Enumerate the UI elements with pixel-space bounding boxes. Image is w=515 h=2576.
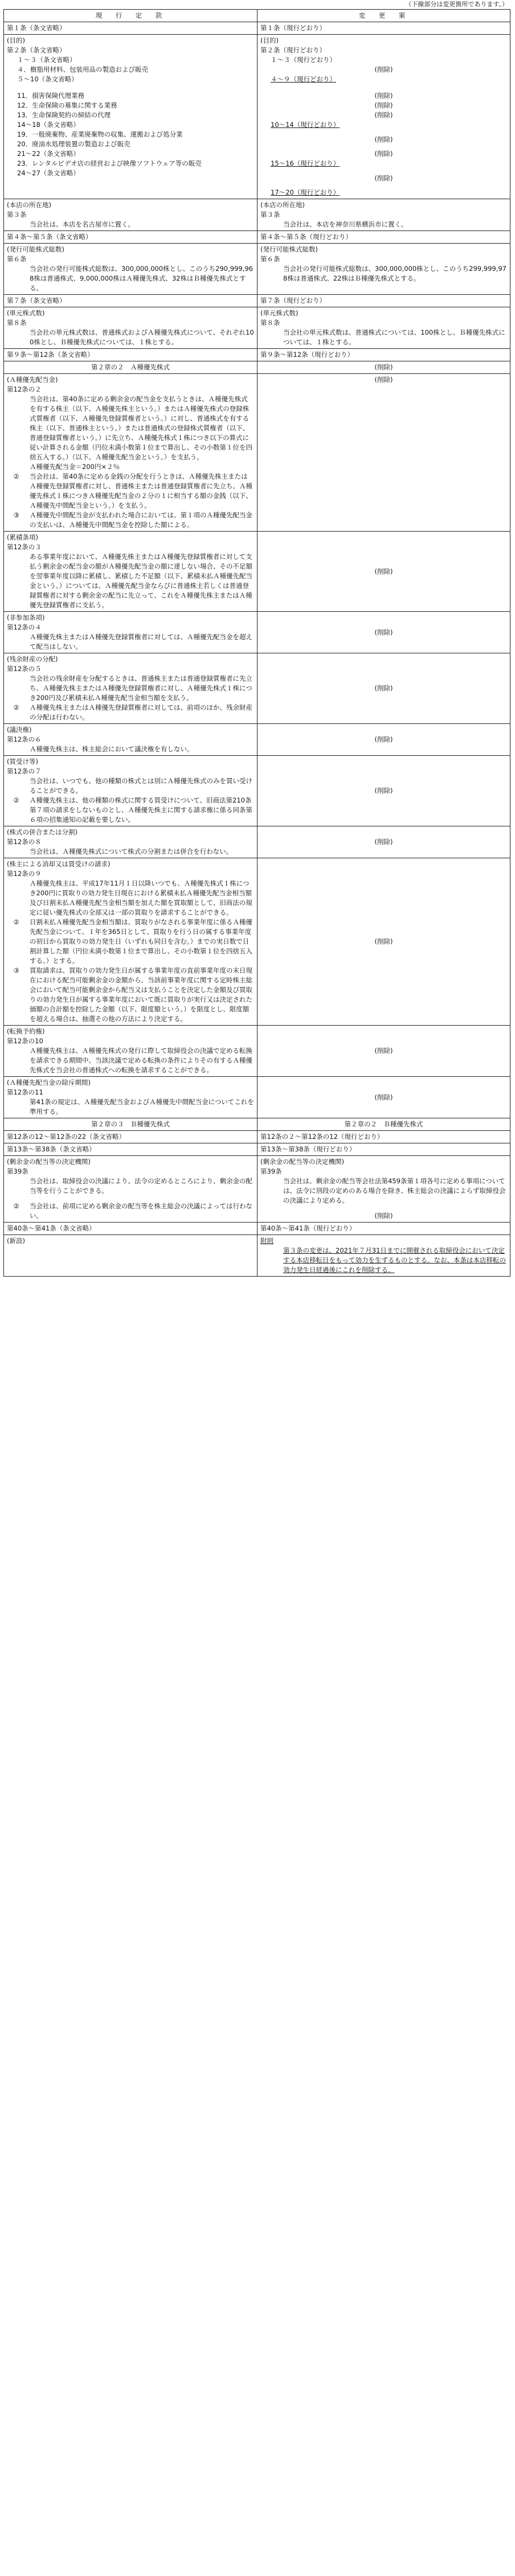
row-authorized-shares-proposed: (発行可能株式総数) 第６条 当会社の発行可能株式総数は、300,000,000株とし、このうち299,999,978株は普通株式、22株はＢ種優先株式とする。 <box>258 244 510 295</box>
row-article4-5-proposed: 第４条～第５条（現行どおり） <box>258 231 510 244</box>
row-purchase-proposed: (削除) <box>258 756 510 826</box>
row-chapter-a-proposed: (削除) <box>258 361 510 374</box>
row-a-dividend-proposed: (削除) <box>258 374 510 532</box>
row-b-articles-current: 第12条の12～第12条の22（条文省略） <box>4 1131 258 1143</box>
row-article9-12-proposed: 第９条～第12条（現行どおり） <box>258 349 510 361</box>
row-chapter-b-proposed: 第２章の２ Ｂ種優先株式 <box>258 1118 510 1131</box>
row-redemption-proposed: (削除) <box>258 858 510 1026</box>
row-b-articles-proposed: 第12条の２～第12条の12（現行どおり） <box>258 1131 510 1143</box>
articles-comparison-table <box>3 9 510 1277</box>
row-non-participating-current: (非参加条項) 第12条の４ Ａ種優先株主またはＡ種優先登録質権者に対しては、Ａ種優先配当金を超えて配当はしない。 <box>4 612 258 653</box>
row-redemption-current: (株主による消却又は買受けの請求) 第12条の９ Ａ種優先株主は、平成17年11月１日以降いつでも、Ａ種優先株式１株につき200円に買取りの効力発生日現在における累積未払Ａ種優先配当金相当額及び日割未払Ａ種優先配当金相当額を加えた額を買取額として、旧商法の規定に従い優先株式の全部又は一部の買取りを請求することができる。 ② 日割未払Ａ種優先配当金相当額は、買取りがなされる事業年度に係るＡ種優先配当金について、１年を365日として、買取りを行う日の属する事業年度の初日から買取りの効力発生日（いずれも同日を含む。）までの実日数で日割計算した額（円位未満小数第１位まで算出し、その小数第１位を四捨五入する。）とする。 ③ 買取請求は、買取りの効力発生日が属する事業年度の直前事業年度の末日現在における配当可能剰余金の金額から、当該前事業年度に関する定時株主総会において配当可能剰余金から配当又は支払うことを決定した金額及び買取りの効力発生日が属する事業年度において既に買取りが実行又は決定された価額の合計額を控除した金額（以下、限度額という。）を限度とし、限度額を超える場合は、抽選その他の方法により決定する。 <box>4 858 258 1026</box>
row-chapter-b-current: 第２章の３ Ｂ種優先株式 <box>4 1118 258 1131</box>
row-article13-38-proposed: 第13条～第38条（現行どおり） <box>258 1143 510 1156</box>
header-current: 現 行 定 款 <box>4 10 258 22</box>
row-article1-proposed: 第１条（現行どおり） <box>258 22 510 35</box>
row-dividend-decision-current: (剰余金の配当等の決定機関) 第39条 当会社は、取締役会の決議により、法令の定めるところにより、剰余金の配当等を行うことができる。 ② 当会社は、前項に定める剰余金の配当等を株主総会の決議によっては行わない。 <box>4 1156 258 1223</box>
row-head-office-current: (本店の所在地) 第３条 当会社は、本店を名古屋市に置く。 <box>4 199 258 231</box>
row-exclusion-proposed: (削除) <box>258 1077 510 1118</box>
row-residual-current: (残余財産の分配) 第12条の５ 当会社の残余財産を分配するときは、普通株主または普通登録質権者に先立ち、Ａ種優先株主またはＡ種優先登録質権者に対し、Ａ種優先株式１株につき200円及び累積未払Ａ種優先配当金相当額を支払う。 ② Ａ種優先株主またはＡ種優先登録質権者に対しては、前項のほか、残余財産の分配は行わない。 <box>4 653 258 724</box>
row-article40-41-proposed: 第40条～第41条（現行どおり） <box>258 1223 510 1235</box>
row-purpose-proposed: (目的) 第２条（現行どおり） １～３（現行どおり） (削除) ４～９（現行どおり） (削除) (削除) (削除) 10～14（現行どおり） (削除) (削除) 15～16（現行どおり） (削除) 17～20（現行どおり） <box>258 35 510 199</box>
change-note: （下線部分は変更箇所であります。） <box>405 1 508 8</box>
row-cumulative-current: (累積条項) 第12条の３ ある事業年度において、Ａ種優先株主またはＡ種優先登録質権者に対して支払う剰余金の配当金の額がＡ種優先配当金の額に達しない場合、その不足額を翌事業年度以降に累積し、累積した不足額（以下、累積未払Ａ種優先配当金という。）については、Ａ種優先配当金ならびに普通株主若しくは普通登録質権者に対する剰余金の配当に先立って、これをＡ種優先株主またはＡ種優先登録質権者に支払う。 <box>4 532 258 612</box>
row-voting-proposed: (削除) <box>258 724 510 756</box>
row-purpose-current: (目的) 第２条（条文省略） １～３（条文省略） ４．樹脂用材料、包装用品の製造および販売 ５～10（条文省略） 11．損害保険代理業務 12．生命保険の募集に関する業務 13．生命保険契約の締結の代理 14～18（条文省略） 19．一般廃棄物、産業廃棄物の収集、運搬および処分業 20．廃油水処理装置の製造および販売 21～22（条文省略） 23．レンタルビデオ店の経営および映像ソフトウェア等の販売 24～27（条文省略） <box>4 35 258 199</box>
header-proposed: 変 更 案 <box>258 10 510 22</box>
row-cumulative-proposed: (削除) <box>258 532 510 612</box>
row-non-participating-proposed: (削除) <box>258 612 510 653</box>
row-new-current: (新設) <box>4 1235 258 1277</box>
row-authorized-shares-current: (発行可能株式総数) 第６条 当会社の発行可能株式総数は、300,000,000株とし、このうち290,999,968株は普通株式、9,000,000株はＡ種優先株式、32株はＢ種優先株式とする。 <box>4 244 258 295</box>
row-unit-shares-current: (単元株式数) 第８条 当会社の単元株式数は、普通株式およびＡ種優先株式について、それぞれ100株とし、Ｂ種優先株式については、１株とする。 <box>4 307 258 349</box>
row-article1-current: 第１条（条文省略） <box>4 22 258 35</box>
row-unit-shares-proposed: (単元株式数) 第８条 当会社の単元株式数は、普通株式については、100株とし、Ｂ種優先株式については、１株とする。 <box>258 307 510 349</box>
row-conversion-current: (転換予約権) 第12条の10 Ａ種優先株主は、Ａ種優先株式の発行に際して取締役会の決議で定める転換を請求できる期間中、当該決議で定める転換の条件によりその有するＡ種優先株式を当会社の普通株式への転換を請求することができる。 <box>4 1026 258 1077</box>
row-article13-38-current: 第13条～第38条（条文省略） <box>4 1143 258 1156</box>
row-split-proposed: (削除) <box>258 826 510 858</box>
row-voting-current: (議決権) 第12条の６ Ａ種優先株主は、株主総会において議決権を有しない。 <box>4 724 258 756</box>
row-split-current: (株式の併合または分割) 第12条の８ 当会社は、Ａ種優先株式について株式の分割または併合を行わない。 <box>4 826 258 858</box>
row-article40-41-current: 第40条～第41条（条文省略） <box>4 1223 258 1235</box>
row-a-dividend-current: (Ａ種優先配当金) 第12条の２ 当会社は、第40条に定める剰余金の配当金を支払うときは、Ａ種優先株式を有する株主（以下、Ａ種優先株主という。）またはＡ種優先株式の登録株式質権者（以下、Ａ種優先登録質権者という。）に対し、普通株式を有する株主（以下、普通株主という。）または普通株式の登録株式質権者（以下、普通登録質権者という。）に先立ち、Ａ種優先株式１株につき以下の算式に従い計算される金額（円位未満小数第１位まで算出し、その小数第１位を四捨五入する。）（以下、Ａ種優先配当金という。）を支払う。 Ａ種優先配当金＝200円×２％ ② 当会社は、第40条に定める金銭の分配を行うときは、Ａ種優先株主またはＡ種優先登録質権者に対し、普通株主または普通登録質権者に先立ち、Ａ種優先株式１株につきＡ種優先配当金の２分の１に相当する額の金銭（以下、Ａ種優先中間配当金という。）を支払う。 ③ Ａ種優先中間配当金が支払われた場合においては、第１項のＡ種優先配当金の支払いは、Ａ種優先中間配当金を控除した額による。 <box>4 374 258 532</box>
row-residual-proposed: (削除) <box>258 653 510 724</box>
row-article4-5-current: 第４条～第５条（条文省略） <box>4 231 258 244</box>
row-article7-current: 第７条（条文省略） <box>4 295 258 307</box>
row-article7-proposed: 第７条（現行どおり） <box>258 295 510 307</box>
row-head-office-proposed: (本店の所在地) 第３条 当会社は、本店を神奈川県横浜市に置く。 <box>258 199 510 231</box>
row-article9-12-current: 第９条～第12条（条文省略） <box>4 349 258 361</box>
row-supplementary-proposed: 附則 第３条の変更は、2021年７月31日までに開催される取締役会において決定する本店移転日をもって効力を生ずるものとする。なお、本条は本店移転の効力発生日経過後にこれを削除する。 <box>258 1235 510 1277</box>
row-chapter-a-current: 第２章の２ Ａ種優先株式 <box>4 361 258 374</box>
row-exclusion-current: (Ａ種優先配当金の除斥期間) 第12条の11 第41条の規定は、Ａ種優先配当金およびＡ種優先中間配当金についてこれを準用する。 <box>4 1077 258 1118</box>
row-dividend-decision-proposed: (剰余金の配当等の決定機関) 第39条 当会社は、剰余金の配当等会社法第459条第１項各号に定める事項については、法令に別段の定めのある場合を除き、株主総会の決議によらず取締役会の決議により定める。 (削除) <box>258 1156 510 1223</box>
row-purchase-current: (買受け等) 第12条の７ 当会社は、いつでも、他の種類の株式とは別にＡ種優先株式のみを買い受けることができる。 ② Ａ種優先株主は、他の種類の株式に関する買受けについて、旧商法第210条第７項の請求をしないものとし、Ａ種優先株主に関する請求権に係る同条第６項の招集通知の記載を要しない。 <box>4 756 258 826</box>
row-conversion-proposed: (削除) <box>258 1026 510 1077</box>
